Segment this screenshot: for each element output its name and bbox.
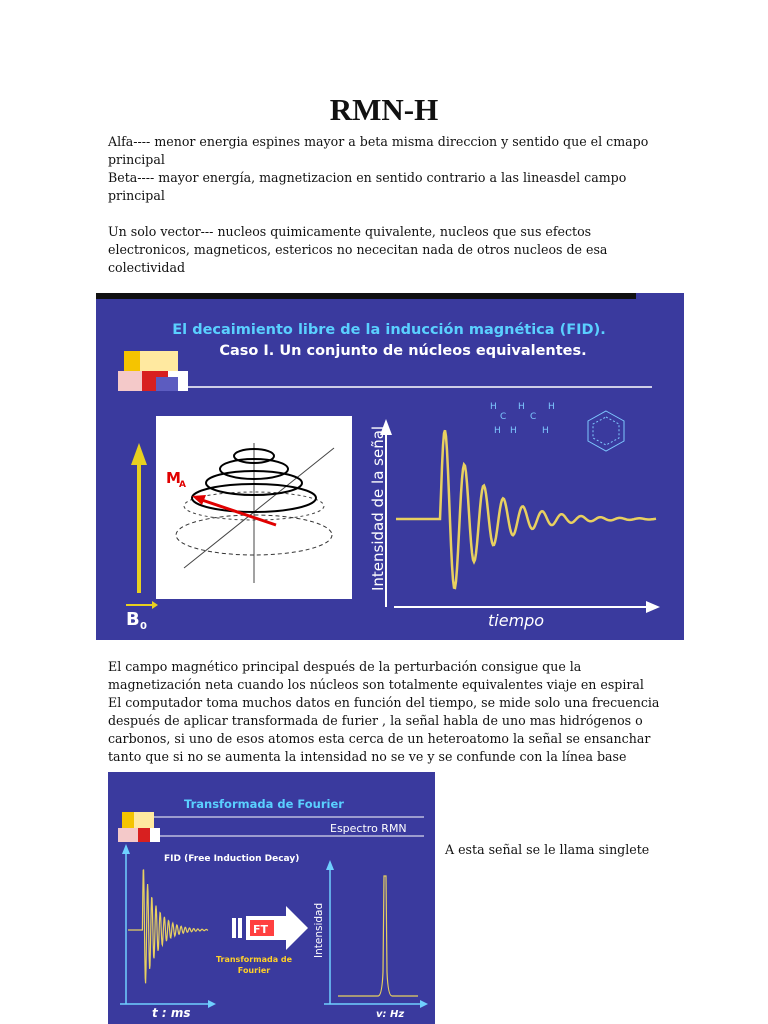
slide2-logo bbox=[118, 812, 160, 842]
beta-line-2: principal bbox=[108, 188, 165, 203]
body-line-6: tanto que si no se aumenta la intensidad no se ve y se confunde con la línea base bbox=[108, 749, 627, 764]
ft-arrow bbox=[232, 906, 308, 950]
body-line-3: El computador toma muchos datos en función del tiempo, se mide solo una frecuencia bbox=[108, 695, 660, 710]
ft-caption-line2: Fourier bbox=[237, 966, 271, 975]
body-line-4: después de aplicar transformada de furier , la señal habla de uno mas hidrógenos o bbox=[108, 713, 643, 728]
vector-line-2: electronicos, magneticos, estericos no nececitan nada de otros nucleos de esa bbox=[108, 242, 608, 257]
fid-label: FID (Free Induction Decay) bbox=[164, 854, 300, 864]
fid-signal-curve bbox=[396, 430, 656, 588]
fourier-slide-image bbox=[108, 772, 435, 1024]
ma-subscript: A bbox=[179, 480, 186, 490]
b0-label: B bbox=[126, 609, 140, 630]
slide1-title-line1: El decaimiento libre de la inducción magnética (FID). bbox=[172, 322, 606, 338]
molecule-chain-icon bbox=[490, 402, 555, 436]
singlet-caption: A esta señal se le llama singlete bbox=[445, 842, 650, 857]
svg-text:H: H bbox=[548, 402, 555, 412]
singlet-peak bbox=[338, 876, 418, 996]
slide1-ylabel: Intensidad de la señal bbox=[369, 425, 387, 591]
slide1-xlabel: tiempo bbox=[488, 611, 545, 630]
ma-label: M bbox=[166, 469, 181, 487]
svg-text:H: H bbox=[542, 426, 549, 436]
slide2-xlabel-left: t : ms bbox=[152, 1006, 191, 1020]
fid-slide-graphic bbox=[96, 293, 684, 640]
ft-label: FT bbox=[253, 923, 269, 936]
fid-slide-image bbox=[96, 293, 684, 640]
vector-line-1: Un solo vector--- nucleos quimicamente quivalente, nucleos que sus efectos bbox=[108, 224, 592, 239]
slide-top-bar bbox=[96, 293, 636, 299]
svg-text:H: H bbox=[494, 426, 501, 436]
beta-line-1: Beta---- mayor energía, magnetizacion en sentido contrario a las lineasdel campo bbox=[108, 170, 627, 185]
fid-decay-curve bbox=[128, 870, 208, 984]
b0-subscript: 0 bbox=[140, 621, 147, 632]
page-title: RMN-H bbox=[329, 92, 439, 127]
slide2-ylabel: Intensidad bbox=[313, 902, 325, 958]
slide1-title-line2: Caso I. Un conjunto de núcleos equivalentes. bbox=[219, 343, 587, 359]
molecule-ring-icon bbox=[588, 411, 624, 451]
body-line-2: magnetización neta cuando los núcleos son totalmente equivalentes viaje en espiral bbox=[108, 677, 644, 692]
slide2-subtitle: Espectro RMN bbox=[330, 822, 407, 835]
intro-text bbox=[108, 133, 668, 277]
alfa-line-1: Alfa---- menor energia espines mayor a beta misma direccion y sentido que el cmapo bbox=[108, 134, 649, 149]
slide-logo bbox=[118, 351, 188, 391]
svg-text:H: H bbox=[510, 426, 517, 436]
alfa-line-2: principal bbox=[108, 152, 165, 167]
svg-text:H: H bbox=[518, 402, 525, 412]
slide2-xlabel-right: v: Hz bbox=[376, 1009, 405, 1020]
ft-caption-line1: Transformada de bbox=[215, 955, 293, 964]
svg-text:C: C bbox=[500, 412, 507, 422]
body-line-1: El campo magnético principal después de la perturbación consigue que la bbox=[108, 659, 582, 674]
body-line-5: carbonos, si uno de esos atomos esta cerca de un heteroatomo la señal se ensanchar bbox=[108, 731, 651, 746]
vector-line-3: colectividad bbox=[108, 260, 186, 275]
b0-arrow bbox=[126, 443, 158, 609]
svg-text:C: C bbox=[530, 412, 537, 422]
fourier-slide-graphic bbox=[108, 772, 435, 1024]
body-text bbox=[108, 658, 668, 766]
svg-text:H: H bbox=[490, 402, 497, 412]
slide2-title: Transformada de Fourier bbox=[184, 797, 344, 811]
